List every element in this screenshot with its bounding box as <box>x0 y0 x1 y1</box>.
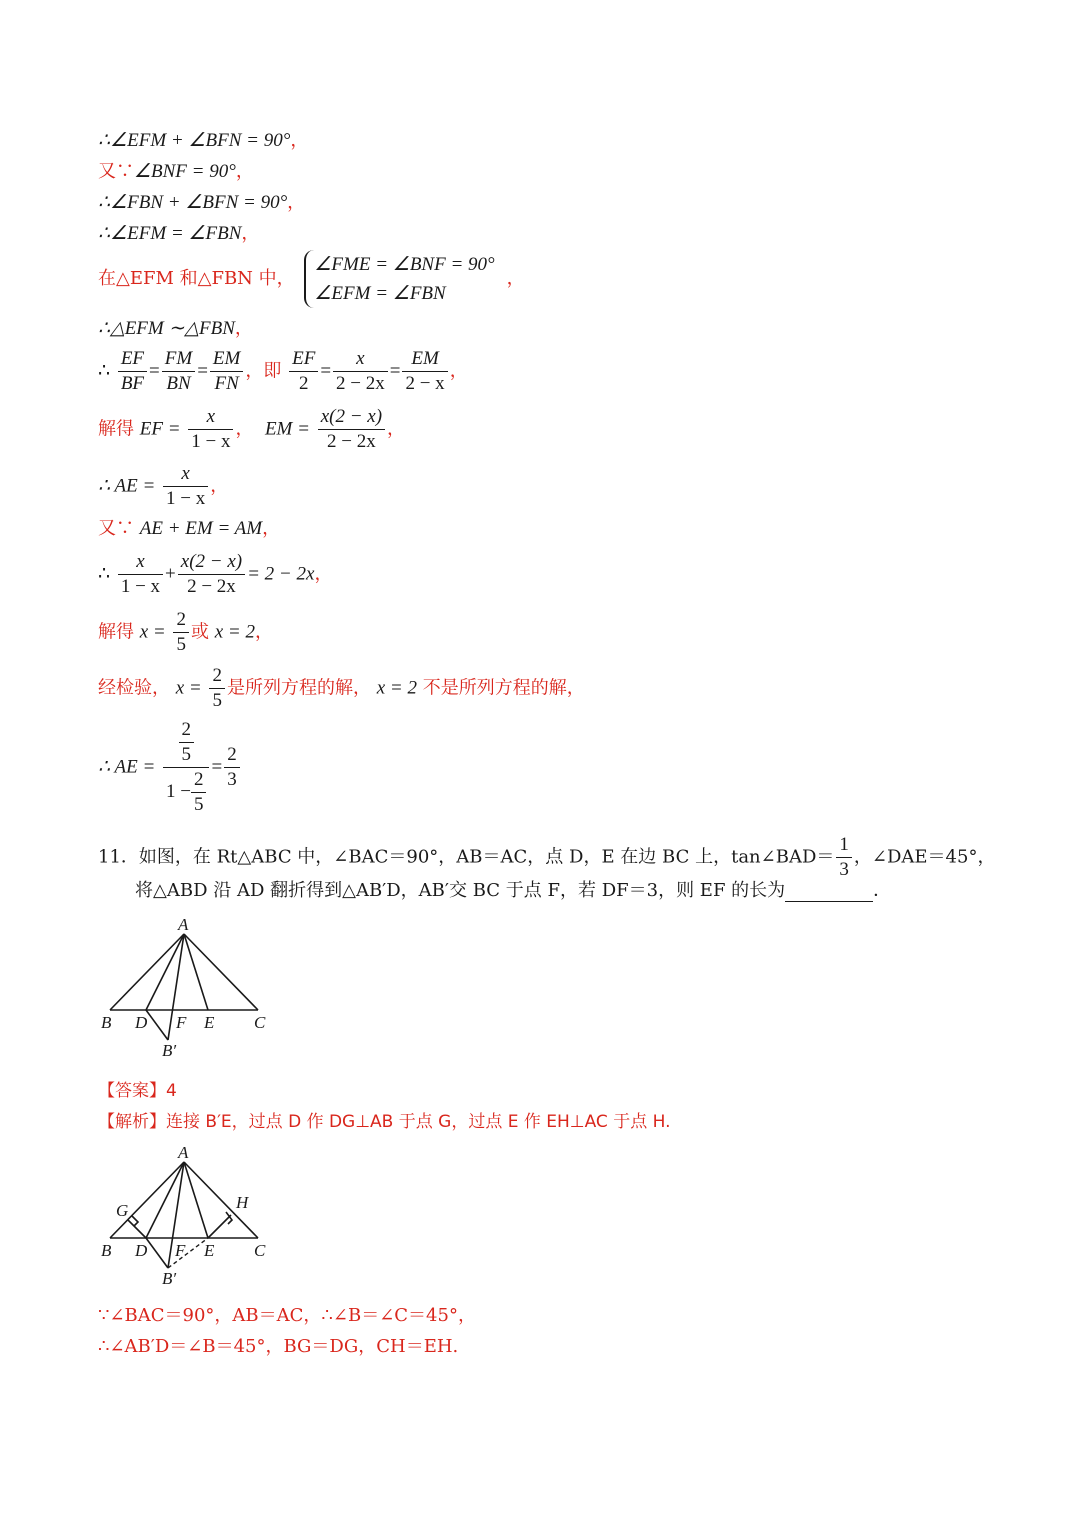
or-word: 或 <box>190 621 209 643</box>
final-text: ∵∠BAC＝90°，AB＝AC，∴∠B＝∠C＝45°， <box>98 1305 476 1326</box>
answer-tag: 【答案】 <box>98 1081 166 1101</box>
label-b: B <box>101 1241 112 1260</box>
fraction: $\frac{EM}{2 - x}$ <box>402 347 447 396</box>
fraction: $\frac{2}{5}$ <box>173 608 189 657</box>
answer-line <box>98 1080 177 1102</box>
expr: EM = <box>264 418 310 440</box>
ae-line-2: ∴ AE = $\frac{2}{5}$ 1 − $\frac{2}{5}$ = $\frac{2}{3}$ <box>98 718 242 817</box>
fraction: $\frac{x(2 - x)}{2 - 2x}$ <box>318 405 385 454</box>
analysis-tag: 【解析】 <box>98 1112 166 1132</box>
proof-tail: ， <box>210 475 229 497</box>
system-row-1: ∠FME = ∠BNF = 90° <box>314 254 495 275</box>
answer-value: 4 <box>166 1081 177 1101</box>
proof-line-3 <box>98 192 305 214</box>
proof-tail: ， <box>287 192 306 213</box>
sum-line <box>98 518 280 540</box>
proof-text: ∠BNF = 90° <box>134 161 236 182</box>
answer-blank <box>785 883 873 902</box>
label-c: C <box>254 1241 266 1260</box>
final-text: ∴∠AB′D＝∠B＝45°，BG＝DG，CH＝EH. <box>98 1336 459 1357</box>
equation-line: ∴ $\frac{x}{1 - x}$ + $\frac{x(2 - x)}{2 - 2x}$ = 2 − 2x， <box>98 551 333 597</box>
solve-lead: 解得 <box>98 418 134 440</box>
proof-tail: ， <box>234 318 253 339</box>
proof-text: ∴∠EFM = ∠FBN <box>98 223 242 244</box>
check-end: 不是所列方程的解， <box>422 677 585 699</box>
expr: = 2 − 2x <box>247 563 315 585</box>
fraction: $\frac{1}{3}$ <box>836 833 852 882</box>
proof-line-1 <box>98 130 308 152</box>
fraction: $\frac{x}{1 - x}$ <box>118 550 163 599</box>
label-c: C <box>254 1013 266 1032</box>
label-a: A <box>178 915 189 934</box>
proof-lead: 在△EFM 和△FBN 中， <box>98 268 295 289</box>
fraction: $\frac{EM}{FN}$ <box>210 347 243 396</box>
proof-tail: ， <box>506 268 525 289</box>
proof-tail: ， <box>314 563 333 585</box>
label-g: G <box>116 1201 129 1220</box>
ratio-mid: ，即 <box>245 360 282 382</box>
system-row-2: ∠EFM = ∠FBN <box>314 283 446 304</box>
proof-text: ∴∠FBN + ∠BFN = 90° <box>98 192 288 213</box>
proof-tail: ， <box>387 418 406 440</box>
fraction: $\frac{EF}{BF}$ <box>118 347 147 396</box>
question-text: 如图，在 Rt△ABC 中，∠BAC＝90°，AB＝AC，点 D，E 在边 BC 上，tan∠BAD＝ <box>138 846 835 868</box>
label-e: E <box>204 1013 215 1032</box>
fraction: $\frac{FM}{BN}$ <box>162 347 195 396</box>
triangle-figure <box>98 912 288 1062</box>
equation-system <box>304 250 502 308</box>
ratio-line: ∴ $\frac{EF}{BF}$ = $\frac{FM}{BN}$ = $\frac{EM}{FN}$ ，即 $\frac{EF}{2}$ = $\frac{x}{2 - 2x}$ = $\frac{EM}{2 - x}$ ， <box>98 348 468 394</box>
label-b-prime: B′ <box>162 1269 177 1288</box>
label-a: A <box>178 1143 189 1162</box>
proof-tail: ， <box>449 360 468 382</box>
proof-line-4 <box>98 223 259 245</box>
check-line <box>98 664 585 713</box>
expr: x = 2 <box>214 621 255 643</box>
proof-tail: ， <box>235 161 254 182</box>
proof-line-system <box>98 250 525 308</box>
proof-text: AE + EM = AM <box>139 518 263 539</box>
check-lead: 经检验， <box>98 677 170 699</box>
therefore-sign: ∴ <box>98 563 111 585</box>
expr: ∴ AE = <box>98 756 156 778</box>
question-text: 将△ABD 沿 AD 翻折得到△AB′D，AB′交 BC 于点 F，若 DF＝3，则 EF 的长为 <box>135 880 786 901</box>
label-f: F <box>176 1013 187 1032</box>
final-line-2 <box>98 1336 458 1358</box>
question-text: ，∠DAE＝45°， <box>853 846 996 868</box>
question-line-1 <box>98 833 995 882</box>
period: ． <box>873 880 892 901</box>
solution-figure <box>98 1140 288 1290</box>
fraction: $\frac{x}{1 - x}$ <box>163 462 208 511</box>
label-f: F <box>175 1241 186 1260</box>
expr: x = 2 <box>376 677 417 699</box>
fraction: $\frac{2}{3}$ <box>224 743 240 792</box>
label-e: E <box>204 1241 215 1260</box>
proof-line-2 <box>98 161 254 183</box>
proof-text: ∴∠EFM + ∠BFN = 90° <box>98 130 291 151</box>
label-d: D <box>135 1013 148 1032</box>
ae-line-1 <box>98 462 228 511</box>
proof-lead: 又∵ <box>98 161 134 182</box>
fraction: $\frac{EF}{2}$ <box>289 347 318 396</box>
fraction: $\frac{2}{5}$ <box>209 664 225 713</box>
proof-tail: ， <box>262 518 281 539</box>
analysis-text: 连接 B′E，过点 D 作 DG⊥AB 于点 G，过点 E 作 EH⊥AC 于点 H. <box>166 1112 671 1132</box>
proof-lead: 又∵ <box>98 518 134 539</box>
proof-text: ∴△EFM ∼△FBN <box>98 318 235 339</box>
question-number: 11． <box>98 846 139 868</box>
therefore-sign: ∴ <box>98 360 111 382</box>
expr: ∴ AE = <box>98 475 156 497</box>
analysis-line <box>98 1111 671 1133</box>
compound-fraction: $\frac{2}{5}$ 1 − $\frac{2}{5}$ <box>163 718 209 817</box>
final-line-1 <box>98 1305 476 1327</box>
expr: x = <box>139 621 166 643</box>
label-b-prime: B′ <box>162 1041 177 1060</box>
sep: ， <box>235 418 254 440</box>
solve-line-1 <box>98 405 405 454</box>
proof-tail: ， <box>254 621 273 643</box>
proof-line-6 <box>98 318 253 340</box>
fraction: $\frac{x}{2 - 2x}$ <box>333 347 388 396</box>
proof-tail: ， <box>241 223 260 244</box>
proof-tail: ， <box>290 130 309 151</box>
solve-lead: 解得 <box>98 621 134 643</box>
expr: EF = <box>139 418 181 440</box>
fraction: $\frac{x(2 - x)}{2 - 2x}$ <box>178 550 245 599</box>
label-d: D <box>135 1241 148 1260</box>
expr: x = <box>175 677 202 699</box>
question-line-2 <box>135 880 891 902</box>
solve-line-2 <box>98 608 273 657</box>
label-h: H <box>236 1193 249 1212</box>
fraction: $\frac{x}{1 - x}$ <box>188 405 233 454</box>
label-b: B <box>101 1013 112 1032</box>
check-mid: 是所列方程的解， <box>226 677 371 699</box>
